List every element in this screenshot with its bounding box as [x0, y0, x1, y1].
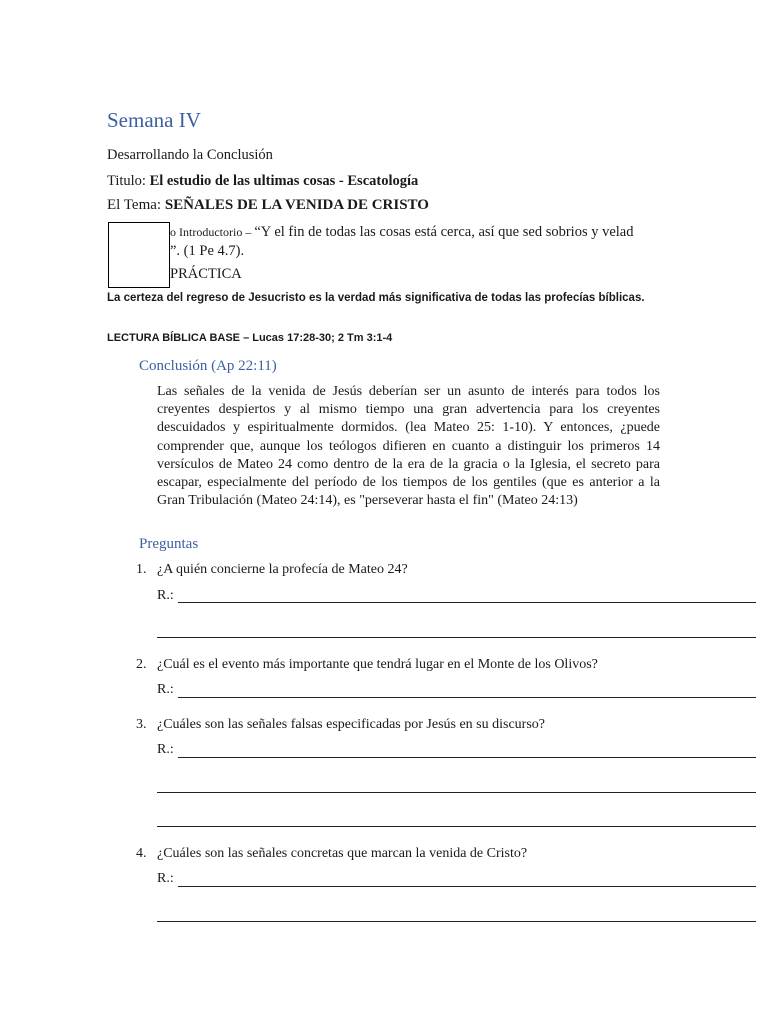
- answer-line[interactable]: [178, 697, 756, 698]
- answer-line[interactable]: [157, 921, 756, 922]
- answer-label: R.:: [157, 871, 174, 886]
- answer-label: R.:: [157, 742, 174, 757]
- texto-introductorio-line1: [170, 224, 633, 241]
- conclusion-body: Las señales de la venida de Jesús deberían ser un asunto de interés para todos los creyentes despiertos y al mismo tiempo una gran advertencia para los creyentes descuidados y espiritualmente dormidos. (lea Mateo 25: 1-10). Y entonces, ¿puede comprender que, aunque los teólogos difieren en cuanto a distinguir los primeros 14 versículos de Mateo 24 como dentro de la era de la gracia o la Iglesia, el secreto para escapar, especialmente del período de los tiempos de los gentiles (que es anterior a la Gran Tribulación (Mateo 24:14), es "perseverar hasta el fin" (Mateo 24:13): [157, 384, 660, 509]
- practica-label: PRÁCTICA: [170, 266, 242, 282]
- subtitle: Desarrollando la Conclusión: [107, 147, 273, 163]
- answer-line[interactable]: [178, 886, 756, 887]
- texto-introductorio-label: o Introductorio –: [170, 225, 255, 239]
- answer-line[interactable]: [157, 637, 756, 638]
- titulo-line: [107, 173, 418, 190]
- preguntas-heading: Preguntas: [139, 536, 199, 552]
- answer-line[interactable]: [157, 826, 756, 827]
- question-number: 4.: [136, 846, 147, 861]
- answer-line[interactable]: [157, 792, 756, 793]
- lectura-biblica: LECTURA BÍBLICA BASE – Lucas 17:28-30; 2 Tm 3:1-4: [107, 332, 393, 344]
- question-text: ¿Cuál es el evento más importante que tendrá lugar en el Monte de los Olivos?: [157, 657, 598, 672]
- tema-value: SEÑALES DE LA VENIDA DE CRISTO: [164, 197, 429, 213]
- question-number: 3.: [136, 717, 147, 732]
- answer-label: R.:: [157, 682, 174, 697]
- answer-line[interactable]: [178, 757, 756, 758]
- question-text: ¿Cuáles son las señales falsas especificadas por Jesús en su discurso?: [157, 717, 546, 732]
- answer-line[interactable]: [178, 602, 756, 603]
- texto-introductorio-line2: ”. (1 Pe 4.7).: [170, 243, 245, 259]
- tema-label: El Tema:: [107, 197, 165, 213]
- conclusion-heading: Conclusión (Ap 22:11): [139, 358, 277, 374]
- certeza-statement: La certeza del regreso de Jesucristo es la verdad más significativa de todas las profecías bíblicas.: [107, 292, 645, 304]
- question-text: ¿Cuáles son las señales concretas que marcan la venida de Cristo?: [157, 846, 528, 861]
- question-number: 2.: [136, 657, 147, 672]
- page-title: Semana IV: [107, 108, 201, 132]
- titulo-label: Titulo:: [107, 173, 150, 189]
- question-number: 1.: [136, 562, 147, 577]
- answer-label: R.:: [157, 588, 174, 603]
- titulo-value: El estudio de las ultimas cosas - Escatología: [149, 173, 419, 189]
- texto-introductorio-quote: “Y el fin de todas las cosas está cerca, así que sed sobrios y velad: [254, 224, 634, 240]
- blank-image-box: [108, 222, 170, 288]
- question-text: ¿A quién concierne la profecía de Mateo 24?: [157, 562, 408, 577]
- tema-line: [107, 197, 429, 214]
